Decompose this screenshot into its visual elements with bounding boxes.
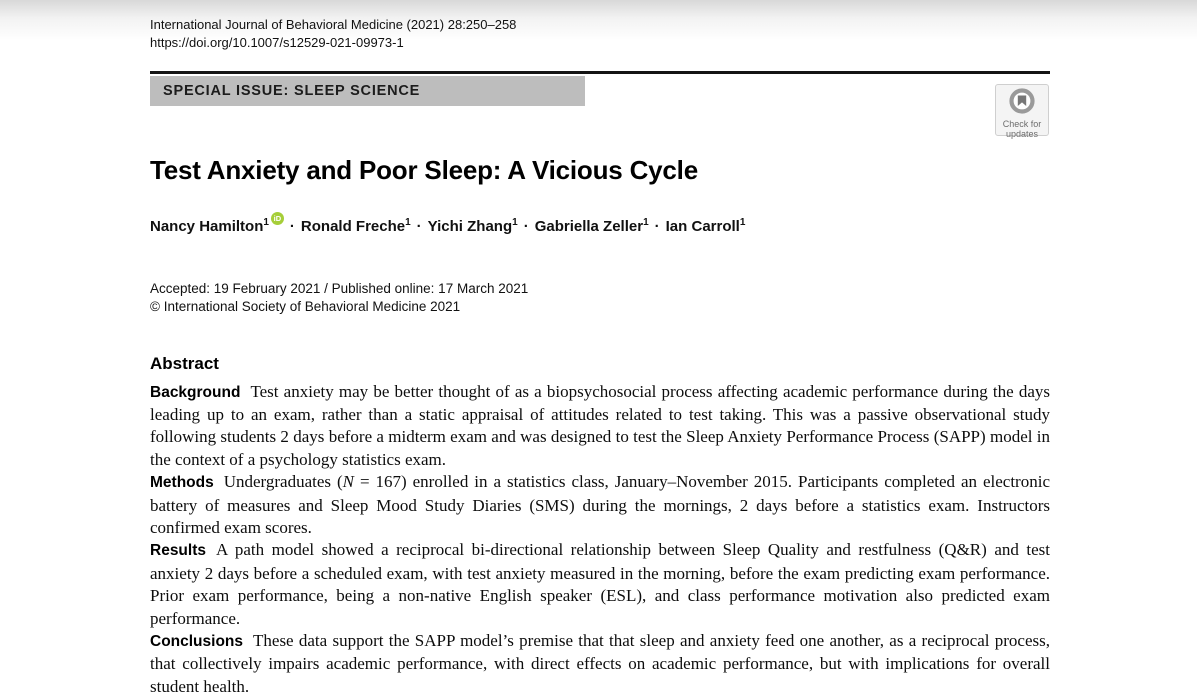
orcid-icon[interactable] [271, 212, 284, 225]
section-label-background: Background [150, 384, 240, 401]
header-rule [150, 71, 1050, 74]
special-issue-banner [150, 76, 585, 106]
author-list [150, 212, 1050, 235]
accepted-line: Accepted: 19 February 2021 / Published online: 17 March 2021 [150, 280, 1050, 299]
crossmark-icon [1009, 88, 1035, 119]
author-name[interactable]: Nancy Hamilton$^1$ [150, 218, 269, 235]
journal-header [150, 16, 1050, 52]
journal-citation: International Journal of Behavioral Medicine (2021) 28:250–258 [150, 16, 1050, 34]
author-name[interactable]: Yichi Zhang$^1$ [428, 218, 518, 235]
section-label-results: Results [150, 542, 206, 559]
author-separator: · [655, 218, 660, 235]
abstract-heading: Abstract [150, 354, 1050, 374]
doi-link[interactable]: https://doi.org/10.1007/s12529-021-09973-1 [150, 34, 1050, 52]
article-title: Test Anxiety and Poor Sleep: A Vicious Cycle [150, 155, 1050, 186]
article-page [150, 0, 1050, 698]
check-for-updates-label: Check for updates [1003, 119, 1042, 139]
author-name[interactable]: Ronald Freche$^1$ [301, 218, 411, 235]
section-label-conclusions: Conclusions [150, 633, 243, 650]
abstract-results: Results A path model showed a reciprocal bi-directional relationship between Sleep Quality and restfulness (Q&R) and test anxiety 2 days before a scheduled exam, with test anxiety measured in the morning, before the exam predicting exam performance. Prior exam performance, being a non-native English speaker (ESL), and class performance motivation also predicted exam performance. [150, 539, 1050, 630]
copyright-line: © International Society of Behavioral Medicine 2021 [150, 298, 1050, 317]
author-name[interactable]: Ian Carroll$^1$ [666, 218, 746, 235]
publication-dates [150, 280, 1050, 317]
author-separator: · [290, 218, 295, 235]
section-label-methods: Methods [150, 474, 214, 491]
author-name[interactable]: Gabriella Zeller$^1$ [535, 218, 649, 235]
check-for-updates-badge[interactable] [995, 84, 1049, 136]
sample-size-variable: N [343, 472, 354, 491]
abstract-methods: Methods Undergraduates (N = 167) enrolled in a statistics class, January–November 2015. Participants completed an electronic battery of measures and Sleep Mood Study Diaries (SMS) during the mornings, 2 days before a statistics exam. Instructors confirmed exam scores. [150, 471, 1050, 539]
abstract-body [150, 381, 1050, 698]
author-separator: · [524, 218, 529, 235]
author-separator: · [417, 218, 422, 235]
abstract-background: Background Test anxiety may be better thought of as a biopsychosocial process affecting academic performance during the days leading up to an exam, rather than a static appraisal of attitudes related to test taking. This was a passive observational study following students 2 days before a midterm exam and was designed to test the Sleep Anxiety Performance Process (SAPP) model in the context of a psychology statistics exam. [150, 381, 1050, 472]
abstract-conclusions: Conclusions These data support the SAPP model’s premise that that sleep and anxiety feed one another, as a reciprocal process, that collectively impairs academic performance, with direct effects on academic performance, but with implications for overall student health. [150, 630, 1050, 698]
special-issue-label: SPECIAL ISSUE: SLEEP SCIENCE [163, 83, 420, 99]
